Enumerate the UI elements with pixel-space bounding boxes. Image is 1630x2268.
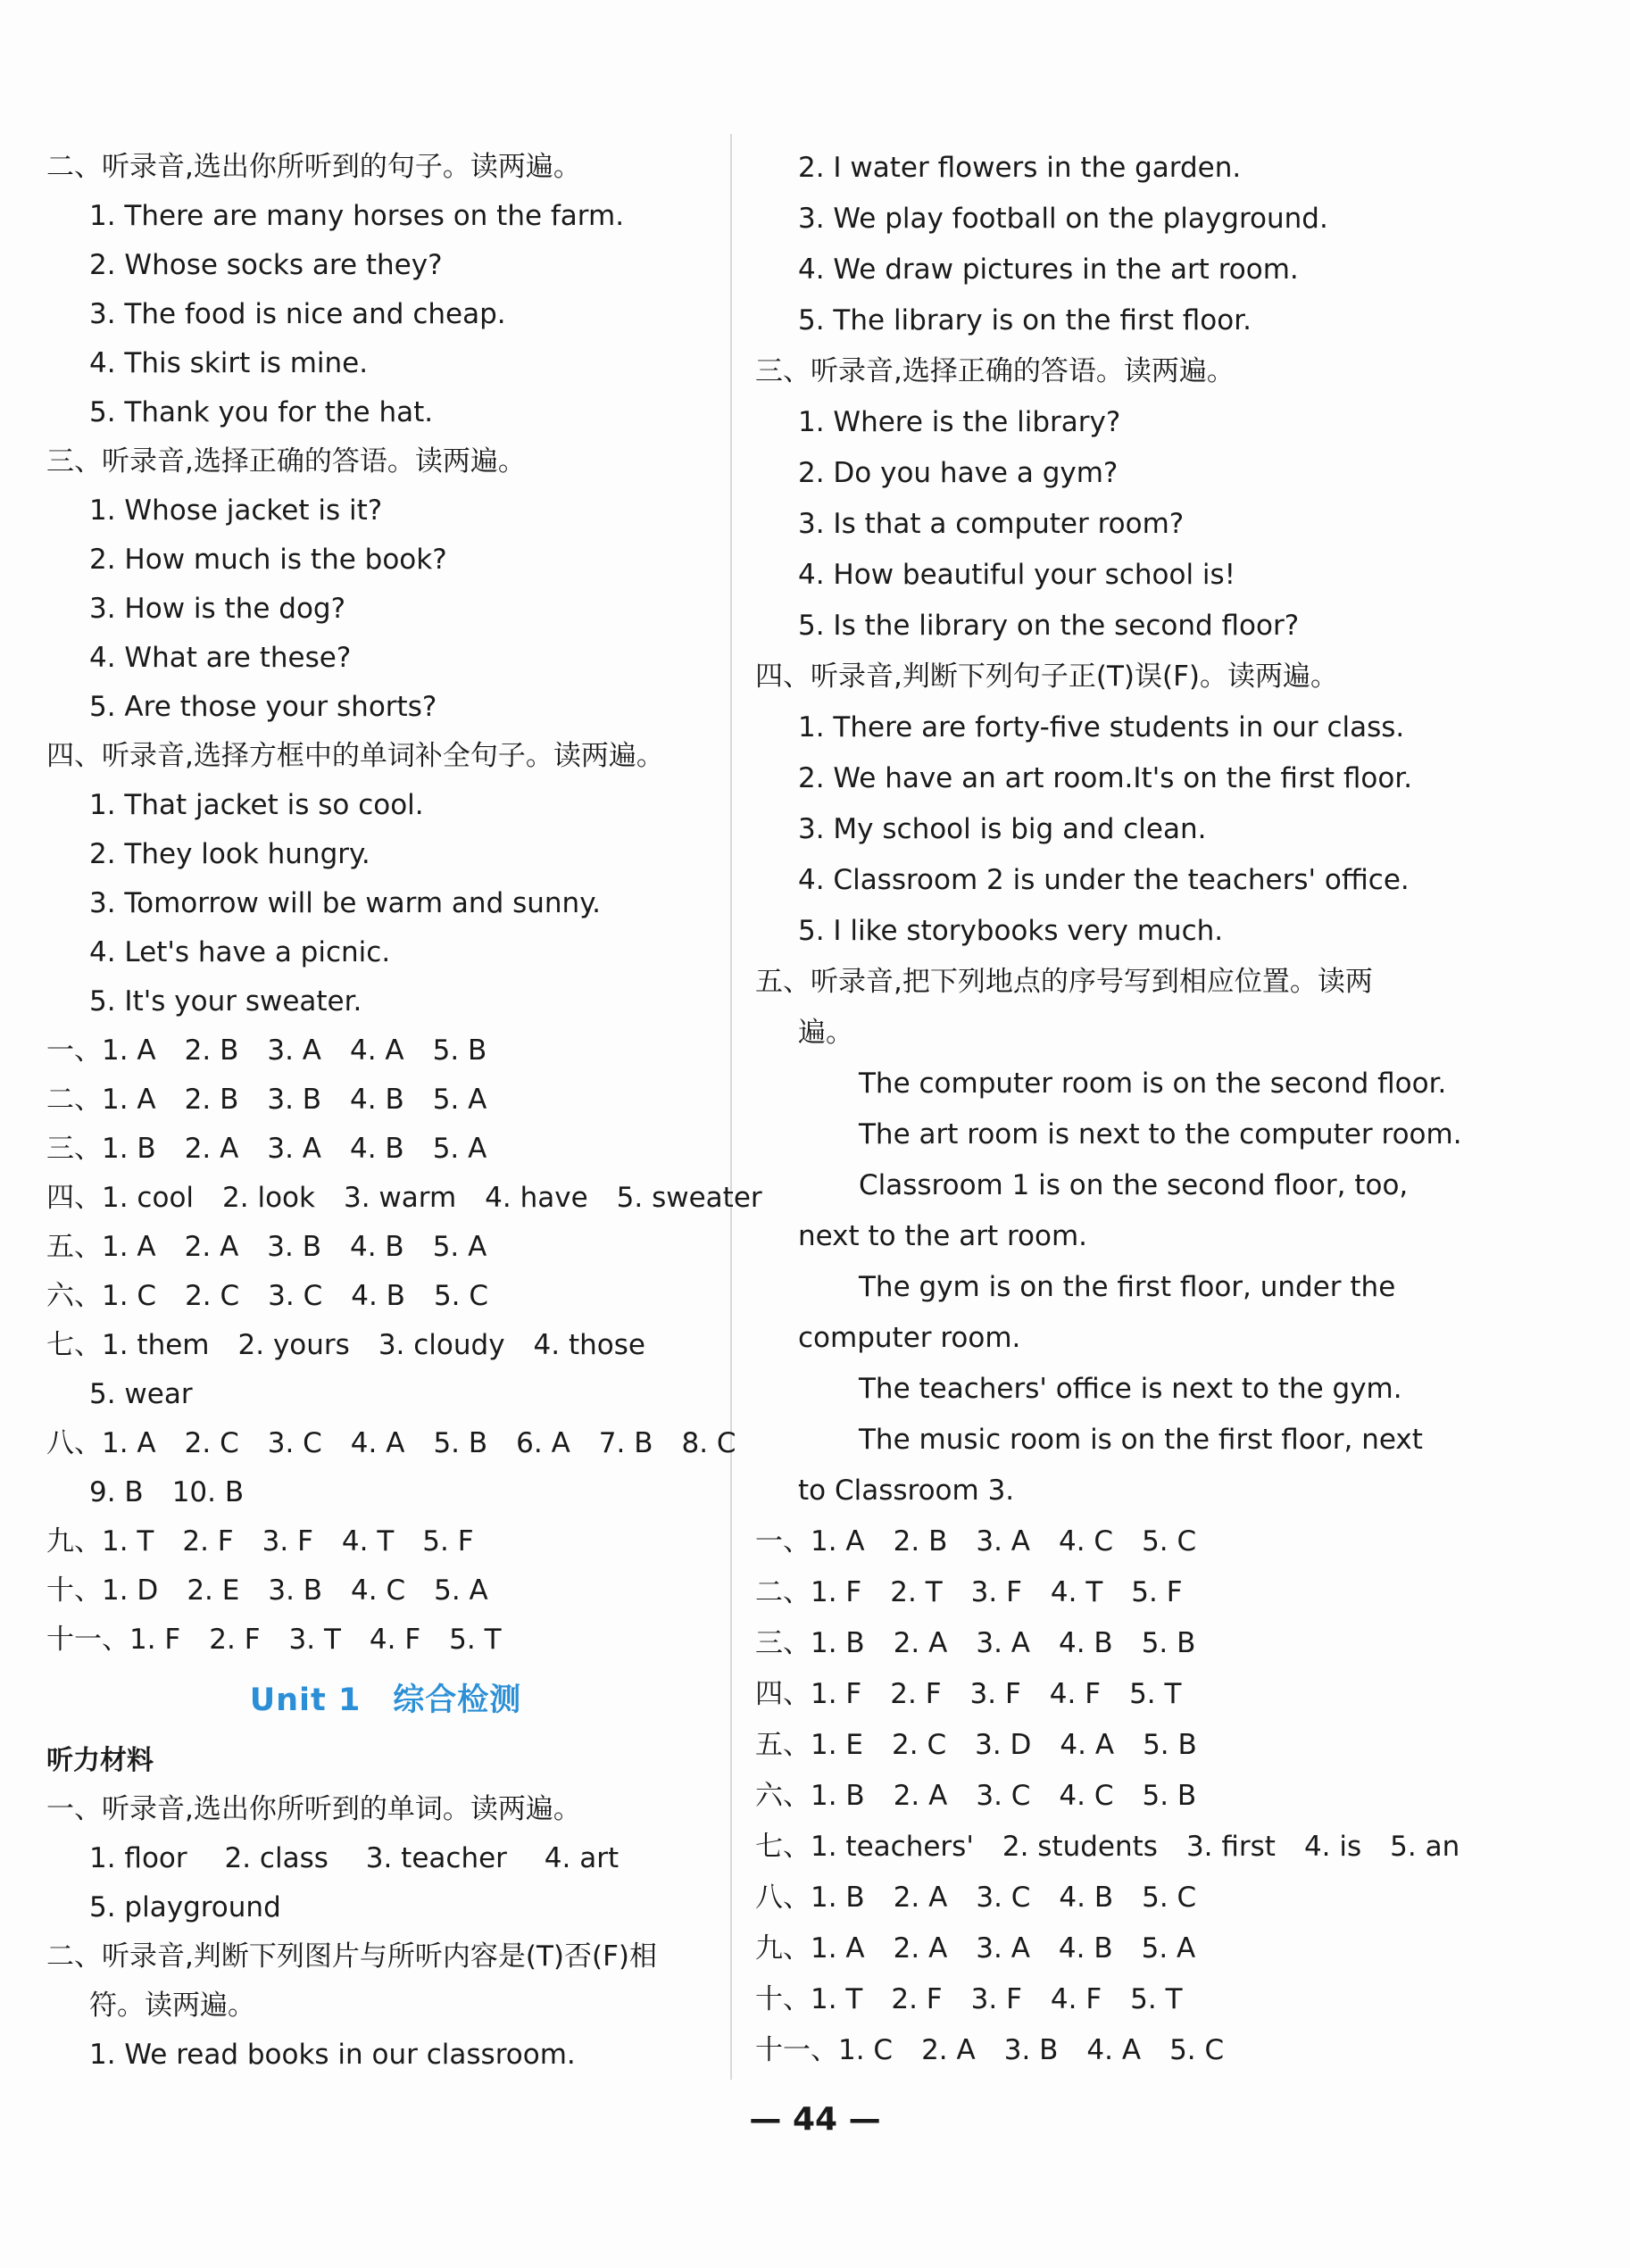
listening-item: 2. They look hungry. — [89, 838, 370, 870]
answer-row — [46, 1468, 725, 1517]
answer-item: 3. F — [970, 1983, 1022, 2015]
answer-item: 3. F — [262, 1525, 313, 1558]
answer-item: 1. B — [811, 1627, 865, 1659]
answer-item: 1. A — [102, 1084, 156, 1116]
listening-item: 2. We have an art room.It's on the first floor. — [798, 762, 1413, 794]
answer-row-label: 九、 — [755, 1932, 811, 1965]
passage-line: The gym is on the first floor, under the — [859, 1271, 1396, 1303]
word-item: 5. playground — [89, 1891, 281, 1923]
passage-line: to Classroom 3. — [798, 1475, 1015, 1507]
answer-item: 1. A — [811, 1525, 865, 1558]
answer-item: 3. F — [970, 1576, 1022, 1608]
answer-key — [755, 1516, 1460, 2076]
answer-item: 1. E — [811, 1729, 864, 1761]
answer-row — [755, 1720, 1434, 1771]
answer-item: 2. look — [222, 1182, 315, 1214]
answer-item: 5. B — [433, 1427, 488, 1459]
section-heading: 二、听录音,选出你所听到的句子。读两遍。 — [46, 151, 581, 183]
listening-item: 1. There are forty-five students in our class. — [798, 711, 1405, 744]
answer-item: 1. T — [102, 1525, 154, 1558]
answer-row — [46, 1076, 725, 1125]
answer-row — [755, 1923, 1434, 1974]
listening-item: 2. Do you have a gym? — [798, 457, 1119, 489]
answer-item: 3. C — [267, 1427, 322, 1459]
passage-line: Classroom 1 is on the second floor, too, — [859, 1169, 1409, 1201]
answer-row — [46, 1174, 762, 1223]
word-item: 3. teacher — [365, 1842, 507, 1874]
listening-item: 1. Whose jacket is it? — [89, 494, 383, 527]
answer-row — [46, 1566, 725, 1616]
listening-item: 5. Are those your shorts? — [89, 691, 437, 723]
answer-item: 4. B — [349, 1133, 404, 1165]
answer-item: 2. A — [893, 1882, 948, 1914]
answer-item: 1. D — [102, 1574, 159, 1607]
answer-item: 2. A — [184, 1231, 239, 1263]
answer-item: 5. B — [432, 1034, 487, 1067]
answer-item: 5. F — [422, 1525, 474, 1558]
answer-row — [755, 1974, 1434, 2025]
answer-item: 4. B — [1058, 1932, 1113, 1965]
answer-item: 4. C — [1058, 1525, 1114, 1558]
answer-row-label: 八、 — [46, 1427, 102, 1459]
column-divider — [730, 134, 732, 2080]
listening-item: 4. We draw pictures in the art room. — [798, 253, 1299, 286]
answer-item: 1. A — [102, 1034, 156, 1067]
answer-item: 1. A — [102, 1427, 156, 1459]
answer-item: 3. B — [1003, 2034, 1059, 2066]
answer-item: 2. A — [893, 1780, 948, 1812]
answer-row-label: 六、 — [46, 1280, 102, 1312]
answer-row-label: 八、 — [755, 1882, 811, 1914]
answer-row — [755, 1567, 1434, 1618]
answer-item: 5. sweater — [616, 1182, 762, 1214]
answer-row — [46, 1517, 725, 1566]
answer-item: 10. B — [171, 1476, 245, 1508]
section-heading: 四、听录音,判断下列句子正(T)误(F)。读两遍。 — [755, 660, 1338, 693]
listening-item: 2. I water flowers in the garden. — [798, 152, 1242, 184]
listening-item: 4. Classroom 2 is under the teachers' office. — [798, 864, 1410, 896]
answer-item: 4. F — [1049, 1678, 1102, 1710]
listening-item: 3. We play football on the playground. — [798, 203, 1328, 235]
section-heading: 三、听录音,选择正确的答语。读两遍。 — [755, 355, 1235, 387]
answer-item: 5. an — [1390, 1831, 1460, 1863]
answer-row — [755, 1873, 1434, 1923]
passage-line: The music room is on the first floor, next — [859, 1424, 1423, 1456]
answer-item: 4. is — [1303, 1831, 1362, 1863]
listening-item: 2. How much is the book? — [89, 544, 447, 576]
answer-item: 4. C — [1059, 1780, 1114, 1812]
answer-item: 4. A — [1086, 2034, 1142, 2066]
answer-row — [46, 1272, 725, 1321]
listening-item: 4. This skirt is mine. — [89, 347, 369, 379]
passage-line: The art room is next to the computer room. — [859, 1118, 1462, 1151]
passage-line: The teachers' office is next to the gym. — [859, 1373, 1402, 1405]
answer-item: 4. A — [1060, 1729, 1115, 1761]
section-heading: 一、听录音,选出你所听到的单词。读两遍。 — [46, 1793, 581, 1825]
listening-item: 5. It's your sweater. — [89, 985, 362, 1018]
answer-item: 5. T — [1129, 1678, 1182, 1710]
answer-item: 4. B — [1058, 1627, 1113, 1659]
answer-item: 4. T — [1050, 1576, 1103, 1608]
answer-item: 3. warm — [343, 1182, 457, 1214]
answer-item: 3. D — [975, 1729, 1032, 1761]
answer-item: 3. first — [1185, 1831, 1276, 1863]
answer-row — [755, 1669, 1434, 1720]
listening-material-label: 听力材料 — [46, 1745, 154, 1776]
answer-row-label: 五、 — [755, 1729, 811, 1761]
listening-item: 3. Tomorrow will be warm and sunny. — [89, 887, 601, 919]
answer-row-label: 十、 — [755, 1983, 811, 2015]
listening-item: 4. Let's have a picnic. — [89, 936, 391, 968]
answer-item: 1. A — [811, 1932, 865, 1965]
answer-item: 5. wear — [89, 1378, 193, 1410]
answer-row-label: 七、 — [46, 1329, 102, 1361]
answer-item: 3. B — [267, 1231, 321, 1263]
answer-item: 5. A — [432, 1084, 487, 1116]
answer-item: 2. C — [184, 1427, 239, 1459]
answer-item: 7. B — [598, 1427, 653, 1459]
answer-item: 5. F — [1131, 1576, 1183, 1608]
answer-item: 2. C — [892, 1729, 947, 1761]
answer-item: 2. A — [893, 1932, 948, 1965]
answer-item: 3. C — [976, 1882, 1031, 1914]
answer-item: 3. A — [976, 1525, 1030, 1558]
answer-item: 2. B — [893, 1525, 948, 1558]
answer-row-label: 二、 — [755, 1576, 811, 1608]
answer-item: 1. C — [102, 1280, 157, 1312]
answer-row-label: 五、 — [46, 1231, 102, 1263]
answer-item: 2. students — [1002, 1831, 1158, 1863]
answer-item: 2. E — [187, 1574, 240, 1607]
listening-item: 4. How beautiful your school is! — [798, 559, 1236, 591]
answer-item: 4. B — [349, 1231, 404, 1263]
answer-item: 4. C — [351, 1574, 406, 1607]
answer-row-label: 十一、 — [755, 2034, 838, 2066]
answer-row-label: 三、 — [46, 1133, 102, 1165]
answer-key — [46, 1026, 762, 1665]
answer-item: 3. F — [969, 1678, 1021, 1710]
answer-row-label: 一、 — [46, 1034, 102, 1067]
listening-item: 5. Thank you for the hat. — [89, 396, 434, 428]
answer-row — [46, 1321, 725, 1370]
answer-item: 4. A — [350, 1427, 405, 1459]
answer-item: 1. B — [102, 1133, 156, 1165]
answer-item: 9. B — [89, 1476, 144, 1508]
page-number: — 44 — — [749, 2101, 881, 2138]
answer-item: 5. C — [1142, 1882, 1197, 1914]
right-column — [755, 143, 1462, 2076]
answer-row — [755, 2025, 1434, 2076]
answer-item: 4. B — [351, 1280, 405, 1312]
answer-item: 4. T — [341, 1525, 395, 1558]
listening-item: 3. My school is big and clean. — [798, 813, 1207, 845]
answer-item: 1. them — [102, 1329, 210, 1361]
answer-item: 2. F — [209, 1624, 261, 1656]
listening-item: 3. Is that a computer room? — [798, 508, 1185, 540]
word-item: 1. floor — [89, 1842, 187, 1874]
answer-item: 5. T — [1130, 1983, 1183, 2015]
answer-item: 4. F — [1050, 1983, 1102, 2015]
answer-item: 5. A — [432, 1133, 487, 1165]
answer-item: 3. B — [268, 1574, 323, 1607]
passage-line: next to the art room. — [798, 1220, 1088, 1252]
answer-item: 3. cloudy — [378, 1329, 505, 1361]
answer-item: 3. C — [268, 1280, 323, 1312]
answer-item: 1. cool — [102, 1182, 195, 1214]
answer-item: 2. F — [890, 1678, 942, 1710]
answer-row-label: 三、 — [755, 1627, 811, 1659]
listening-item: 1. That jacket is so cool. — [89, 789, 424, 821]
answer-item: 5. T — [449, 1624, 502, 1656]
answer-row-label: 四、 — [755, 1678, 811, 1710]
answer-row-label: 一、 — [755, 1525, 811, 1558]
listening-item: 5. The library is on the first floor. — [798, 304, 1252, 336]
listening-item: 1. We read books in our classroom. — [89, 2039, 576, 2071]
answer-item: 8. C — [681, 1427, 736, 1459]
answer-item: 3. A — [267, 1034, 321, 1067]
answer-row-label: 六、 — [755, 1780, 811, 1812]
answer-item: 1. T — [811, 1983, 863, 2015]
answer-item: 5. B — [1141, 1627, 1196, 1659]
section-heading-continued: 符。读两遍。 — [89, 1990, 255, 2022]
answer-item: 1. F — [811, 1678, 862, 1710]
answer-row — [755, 1618, 1434, 1669]
listening-item: 2. Whose socks are they? — [89, 249, 443, 281]
answer-item: 4. those — [533, 1329, 645, 1361]
section-heading-continued: 遍。 — [798, 1017, 853, 1049]
left-column — [46, 143, 762, 2080]
answer-item: 5. B — [1142, 1780, 1197, 1812]
section-heading: 二、听录音,判断下列图片与所听内容是(T)否(F)相 — [46, 1940, 657, 1973]
answer-item: 3. A — [267, 1133, 321, 1165]
section-heading: 四、听录音,选择方框中的单词补全句子。读两遍。 — [46, 740, 664, 772]
answer-item: 5. A — [434, 1574, 488, 1607]
answer-row — [755, 1822, 1460, 1873]
answer-item: 3. B — [267, 1084, 322, 1116]
answer-item: 3. A — [976, 1627, 1030, 1659]
answer-item: 3. T — [288, 1624, 341, 1656]
answer-item: 5. A — [1141, 1932, 1196, 1965]
answer-item: 4. F — [369, 1624, 421, 1656]
answer-item: 4. B — [350, 1084, 404, 1116]
answer-item: 5. C — [433, 1280, 489, 1312]
word-list — [46, 1834, 725, 1883]
answer-item: 2. F — [182, 1525, 234, 1558]
answer-row-label: 四、 — [46, 1182, 102, 1214]
answer-row — [46, 1026, 725, 1076]
answer-item: 1. A — [102, 1231, 156, 1263]
answer-item: 2. A — [921, 2034, 976, 2066]
answer-row-label: 二、 — [46, 1084, 102, 1116]
unit-title — [46, 1665, 725, 1736]
word-item: 4. art — [544, 1842, 620, 1874]
answer-item: 2. B — [184, 1084, 239, 1116]
answer-item: 2. C — [185, 1280, 240, 1312]
passage-line: The computer room is on the second floor. — [859, 1068, 1447, 1100]
answer-item: 1. C — [838, 2034, 894, 2066]
listening-item: 1. There are many horses on the farm. — [89, 200, 625, 232]
word-item: 2. class — [224, 1842, 328, 1874]
answer-item: 2. A — [893, 1627, 948, 1659]
answer-row-label: 九、 — [46, 1525, 102, 1558]
answer-item: 1. F — [129, 1624, 181, 1656]
answer-item: 3. A — [976, 1932, 1030, 1965]
passage — [755, 1059, 1462, 1516]
answer-item: 2. yours — [237, 1329, 350, 1361]
listening-item: 5. Is the library on the second floor? — [798, 610, 1300, 642]
answer-row — [46, 1125, 725, 1174]
listening-item: 1. Where is the library? — [798, 406, 1121, 438]
answer-row — [755, 1771, 1434, 1822]
answer-row — [46, 1616, 725, 1665]
answer-item: 1. B — [811, 1882, 865, 1914]
listening-item: 3. The food is nice and cheap. — [89, 298, 506, 330]
answer-item: 5. C — [1169, 2034, 1225, 2066]
answer-item: 2. B — [184, 1034, 239, 1067]
answer-item: 4. B — [1059, 1882, 1114, 1914]
answer-item: 4. A — [349, 1034, 404, 1067]
answer-row — [46, 1370, 725, 1419]
answer-item: 4. have — [485, 1182, 588, 1214]
unit-number: Unit 1 — [249, 1682, 362, 1718]
answer-row — [46, 1419, 736, 1468]
answer-item: 5. C — [1142, 1525, 1197, 1558]
unit-test-label: 综合检测 — [393, 1682, 522, 1718]
answer-row-label: 十、 — [46, 1574, 102, 1607]
passage-line: computer room. — [798, 1322, 1021, 1354]
answer-item: 1. F — [811, 1576, 862, 1608]
answer-item: 1. teachers' — [811, 1831, 974, 1863]
listening-item: 5. I like storybooks very much. — [798, 915, 1224, 947]
listening-item: 4. What are these? — [89, 642, 352, 674]
answer-row-label: 十一、 — [46, 1624, 129, 1656]
section-heading: 五、听录音,把下列地点的序号写到相应位置。读两 — [755, 966, 1373, 998]
answer-item: 3. C — [976, 1780, 1031, 1812]
answer-row — [46, 1223, 725, 1272]
listening-item: 3. How is the dog? — [89, 593, 346, 625]
answer-item: 2. A — [184, 1133, 239, 1165]
answer-item: 5. B — [1143, 1729, 1197, 1761]
answer-item: 5. A — [432, 1231, 487, 1263]
answer-item: 2. F — [891, 1983, 943, 2015]
answer-item: 1. B — [811, 1780, 865, 1812]
answer-row — [755, 1516, 1434, 1567]
answer-item: 2. T — [890, 1576, 943, 1608]
answer-item: 6. A — [516, 1427, 570, 1459]
section-heading: 三、听录音,选择正确的答语。读两遍。 — [46, 445, 526, 478]
answer-row-label: 七、 — [755, 1831, 811, 1863]
